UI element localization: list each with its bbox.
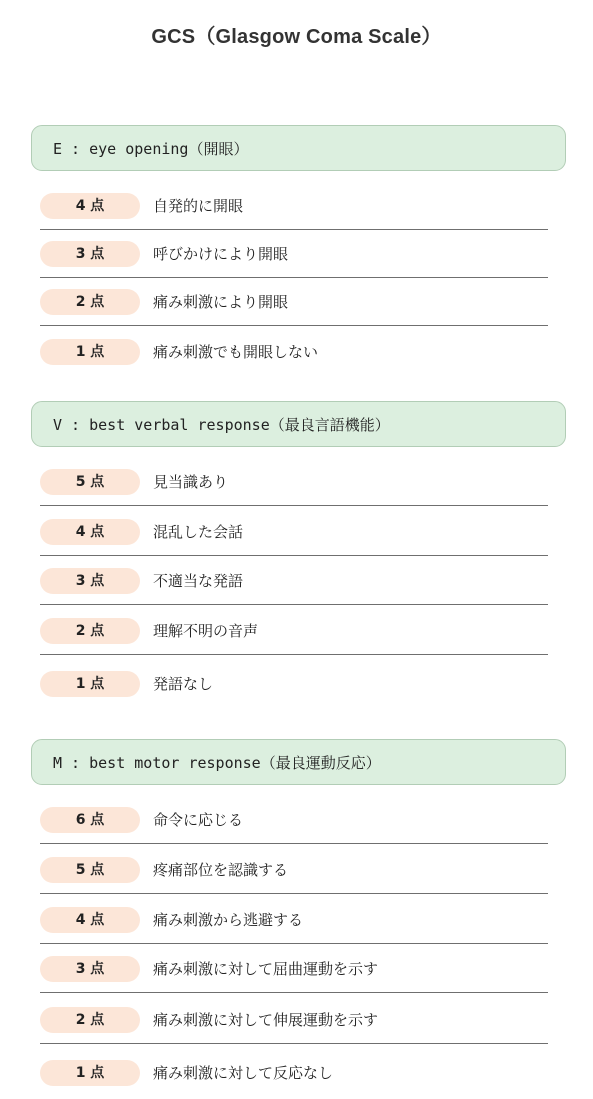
row-description: 疼痛部位を認識する bbox=[153, 861, 289, 879]
row-description: 痛み刺激でも開眼しない bbox=[153, 343, 319, 361]
row-description: 発語なし bbox=[153, 675, 214, 693]
score-badge: 5 点 bbox=[40, 469, 140, 495]
row-description: 自発的に開眼 bbox=[153, 197, 244, 215]
score-badge: 1 点 bbox=[40, 1060, 140, 1086]
section-header-eye-opening: E : eye opening（開眼） bbox=[31, 125, 566, 171]
score-badge: 5 点 bbox=[40, 857, 140, 883]
table-row bbox=[40, 230, 548, 278]
row-description: 命令に応じる bbox=[153, 811, 244, 829]
score-badge: 3 点 bbox=[40, 241, 140, 267]
row-description: 痛み刺激に対して屈曲運動を示す bbox=[153, 960, 379, 978]
score-badge: 4 点 bbox=[40, 907, 140, 933]
score-badge: 1 点 bbox=[40, 339, 140, 365]
score-badge: 1 点 bbox=[40, 671, 140, 697]
score-badge: 3 点 bbox=[40, 956, 140, 982]
row-description: 痛み刺激から逃避する bbox=[153, 911, 304, 929]
row-description: 見当識あり bbox=[153, 473, 229, 491]
table-row bbox=[40, 182, 548, 230]
table-row bbox=[40, 607, 548, 655]
table-row bbox=[40, 896, 548, 944]
score-badge: 4 点 bbox=[40, 519, 140, 545]
row-description: 痛み刺激に対して反応なし bbox=[153, 1064, 334, 1082]
section-header-motor-response: M : best motor response（最良運動反応） bbox=[31, 739, 566, 785]
table-row bbox=[40, 328, 548, 376]
table-row bbox=[40, 1049, 548, 1097]
section-header-verbal-response: V : best verbal response（最良言語機能） bbox=[31, 401, 566, 447]
table-row bbox=[40, 996, 548, 1044]
score-badge: 2 点 bbox=[40, 1007, 140, 1033]
score-badge: 6 点 bbox=[40, 807, 140, 833]
row-description: 混乱した会話 bbox=[153, 523, 244, 541]
table-row bbox=[40, 846, 548, 894]
table-row bbox=[40, 278, 548, 326]
table-row bbox=[40, 660, 548, 708]
page-title: GCS（Glasgow Coma Scale） bbox=[151, 26, 442, 48]
table-row bbox=[40, 557, 548, 605]
row-description: 不適当な発語 bbox=[153, 572, 244, 590]
table-row bbox=[40, 796, 548, 844]
row-description: 理解不明の音声 bbox=[153, 622, 259, 640]
score-badge: 2 点 bbox=[40, 289, 140, 315]
table-row bbox=[40, 508, 548, 556]
row-description: 痛み刺激により開眼 bbox=[153, 293, 289, 311]
score-badge: 3 点 bbox=[40, 568, 140, 594]
row-description: 呼びかけにより開眼 bbox=[153, 245, 289, 263]
score-badge: 2 点 bbox=[40, 618, 140, 644]
table-row bbox=[40, 458, 548, 506]
row-description: 痛み刺激に対して伸展運動を示す bbox=[153, 1011, 379, 1029]
score-badge: 4 点 bbox=[40, 193, 140, 219]
table-row bbox=[40, 945, 548, 993]
